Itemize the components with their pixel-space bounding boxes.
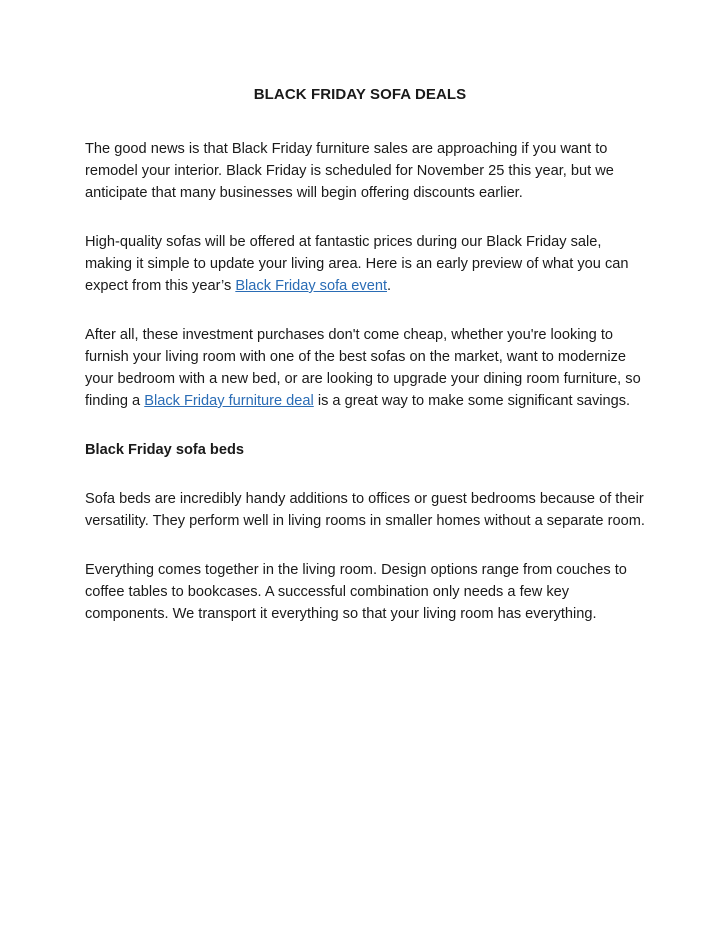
paragraph-preview: [85, 231, 645, 297]
sofa-event-link[interactable]: Black Friday sofa event: [235, 278, 388, 294]
paragraph-preview-end: .: [387, 278, 392, 294]
paragraph-intro: The good news is that Black Friday furniture sales are approaching if you want to remodel your interior. Black Friday is scheduled for November 25 this year, but we anticipate that many businesses will begin offering discounts earlier.: [85, 141, 614, 201]
page-title: BLACK FRIDAY SOFA DEALS: [253, 86, 467, 103]
paragraph-investment-end: is a great way to make some significant savings.: [313, 393, 631, 409]
paragraph-sofa-beds: Sofa beds are incredibly handy additions to offices or guest bedrooms because of their versatility. They perform well in living rooms in smaller homes without a separate room.: [85, 491, 645, 529]
paragraph-investment-text: After all, these investment purchases don't come cheap, whether you're looking to furnish your living room with one of the best sofas on the market, want to modernize your bedroom with a new bed, or are looking to upgrade your dining room furniture, so finding a: [85, 327, 641, 409]
furniture-deal-link[interactable]: Black Friday furniture deal: [144, 393, 314, 409]
paragraph-investment: [85, 324, 645, 412]
section-heading-sofa-beds: Black Friday sofa beds: [85, 442, 244, 458]
paragraph-living-room: Everything comes together in the living room. Design options range from couches to coffee tables to bookcases. A successful combination only needs a few key components. We transport it everything so that your living room has everything.: [85, 562, 627, 622]
document-body: [85, 138, 645, 652]
paragraph-preview-text: High-quality sofas will be offered at fantastic prices during our Black Friday sale, making it simple to update your living area. Here is an early preview of what you can expect from this year’s: [85, 234, 629, 294]
